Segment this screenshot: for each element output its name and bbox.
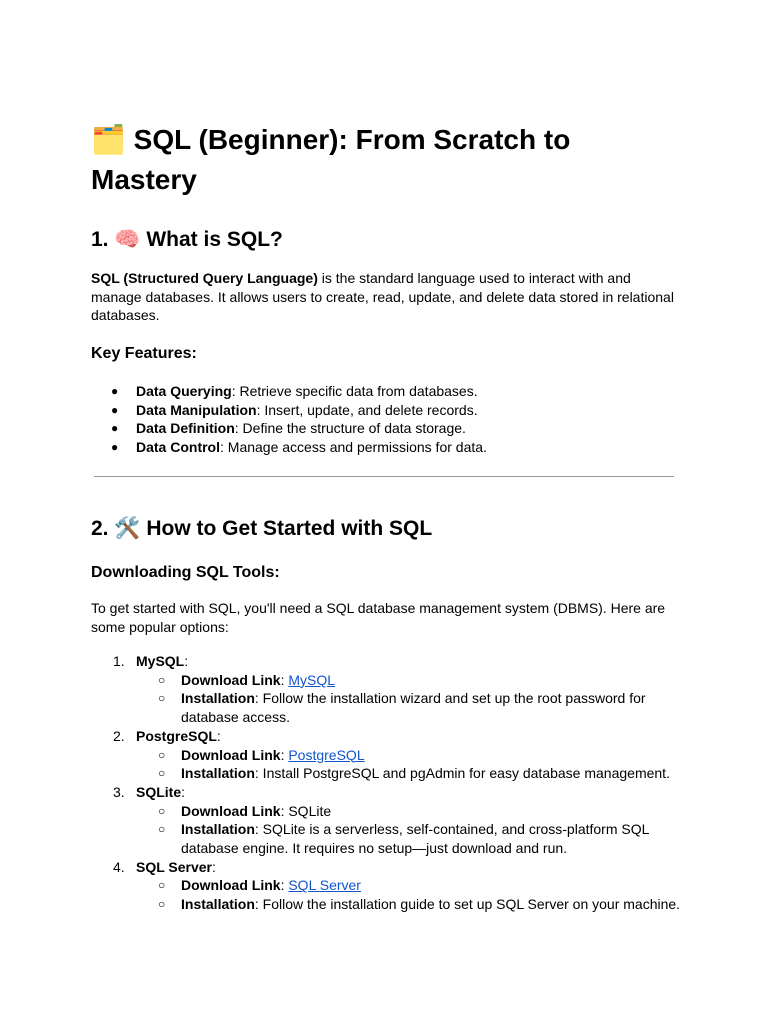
circle-bullet-icon: ○ xyxy=(158,747,166,762)
list-item xyxy=(136,895,681,914)
separator: : xyxy=(280,671,289,688)
circle-bullet-icon: ○ xyxy=(158,766,166,781)
list-item xyxy=(91,382,487,401)
list-item xyxy=(136,820,681,857)
bullet-icon: ● xyxy=(111,384,119,398)
separator: : xyxy=(280,877,289,894)
tool-details xyxy=(136,746,691,783)
list-item xyxy=(136,764,681,783)
sql-definition-text: is the standard language used to interact with and manage databases. It allows users to create, read, update, and delete data stored in relational databases. xyxy=(91,270,674,324)
tool-name: PostgreSQL xyxy=(136,727,217,744)
circle-bullet-icon: ○ xyxy=(158,822,166,837)
download-label: Download Link xyxy=(181,802,281,819)
installation-label: Installation xyxy=(181,821,255,838)
separator: : xyxy=(280,802,289,819)
feature-term: Data Definition xyxy=(136,420,235,437)
colon: : xyxy=(181,783,186,800)
feature-term: Data Manipulation xyxy=(136,401,257,418)
list-number: 4. xyxy=(113,858,125,875)
sql-tools-list xyxy=(91,652,691,914)
bullet-icon: ● xyxy=(111,421,119,436)
installation-text: : Install PostgreSQL and pgAdmin for easy database management. xyxy=(254,765,670,782)
tool-name: SQLite xyxy=(136,783,182,800)
list-item xyxy=(91,652,691,727)
feature-description: : Retrieve specific data from databases. xyxy=(231,383,478,399)
bullet-icon: ● xyxy=(111,440,119,455)
colon: : xyxy=(212,858,216,875)
mysql-download-link[interactable]: MySQL xyxy=(288,671,336,688)
list-number: 2. xyxy=(113,727,125,744)
installation-label: Installation xyxy=(181,896,255,913)
list-item xyxy=(91,419,487,438)
downloading-tools-heading: Downloading SQL Tools: xyxy=(91,564,280,581)
tool-details xyxy=(136,802,691,858)
tool-details xyxy=(136,671,691,727)
section-number: 1. xyxy=(91,228,109,251)
list-item xyxy=(91,727,691,783)
section-heading-text: How to Get Started with SQL xyxy=(146,517,433,540)
section-number: 2. xyxy=(91,517,109,540)
section-heading-text: What is SQL? xyxy=(146,228,283,251)
sql-definition-term: SQL (Structured Query Language) xyxy=(91,270,318,286)
document-title-text: SQL (Beginner): From Scratch to Mastery xyxy=(91,124,571,195)
download-label: Download Link xyxy=(181,671,281,688)
card-index-dividers-icon: 🗂️ xyxy=(91,123,126,156)
postgresql-download-link[interactable]: PostgreSQL xyxy=(288,746,365,763)
colon: : xyxy=(184,653,189,669)
installation-text: : Follow the installation wizard and set up the root password for database access. xyxy=(181,690,646,726)
list-number: 1. xyxy=(113,653,125,669)
feature-description: : Manage access and permissions for data. xyxy=(220,439,487,456)
list-item xyxy=(136,876,681,895)
installation-label: Installation xyxy=(181,690,255,707)
circle-bullet-icon: ○ xyxy=(158,803,166,818)
list-item xyxy=(91,401,487,420)
separator: : xyxy=(280,746,289,763)
circle-bullet-icon: ○ xyxy=(158,672,166,687)
section-heading-get-started xyxy=(91,514,432,543)
key-features-heading: Key Features: xyxy=(91,345,197,362)
sql-server-download-link[interactable]: SQL Server xyxy=(288,877,361,894)
list-item xyxy=(91,858,691,914)
brain-icon: 🧠 xyxy=(114,227,141,251)
sqlite-download-text: SQLite xyxy=(288,802,332,819)
hammer-and-wrench-icon: 🛠️ xyxy=(114,516,141,540)
list-item xyxy=(136,746,681,765)
horizontal-divider xyxy=(94,476,674,477)
feature-description: : Define the structure of data storage. xyxy=(234,420,466,437)
section-heading-what-is-sql xyxy=(91,225,283,254)
list-item xyxy=(91,438,487,457)
list-item xyxy=(136,689,681,726)
list-item xyxy=(91,783,691,858)
tool-name: SQL Server xyxy=(136,858,213,875)
dbms-intro-paragraph: To get started with SQL, you'll need a SQL database management system (DBMS). Here are some popular options: xyxy=(91,600,666,635)
installation-text: : Follow the installation guide to set up SQL Server on your machine. xyxy=(254,896,681,913)
list-number: 3. xyxy=(113,783,125,800)
bullet-icon: ● xyxy=(111,402,119,417)
circle-bullet-icon: ○ xyxy=(158,691,166,706)
list-item xyxy=(136,802,681,821)
tool-name: MySQL xyxy=(136,653,185,669)
feature-term: Data Control xyxy=(136,439,220,456)
key-features-list xyxy=(91,382,487,457)
circle-bullet-icon: ○ xyxy=(158,878,166,893)
tool-details xyxy=(136,876,691,913)
list-item xyxy=(136,671,681,690)
document-title xyxy=(91,120,651,200)
installation-label: Installation xyxy=(181,765,255,782)
feature-term: Data Querying xyxy=(136,383,232,399)
installation-text: : SQLite is a serverless, self-contained, and cross-platform SQL database engine. It requires no setup—just download and run. xyxy=(181,821,649,857)
circle-bullet-icon: ○ xyxy=(158,897,166,912)
download-label: Download Link xyxy=(181,877,281,894)
download-label: Download Link xyxy=(181,746,281,763)
colon: : xyxy=(216,727,221,744)
feature-description: : Insert, update, and delete records. xyxy=(256,401,478,418)
sql-intro-paragraph xyxy=(91,269,681,325)
